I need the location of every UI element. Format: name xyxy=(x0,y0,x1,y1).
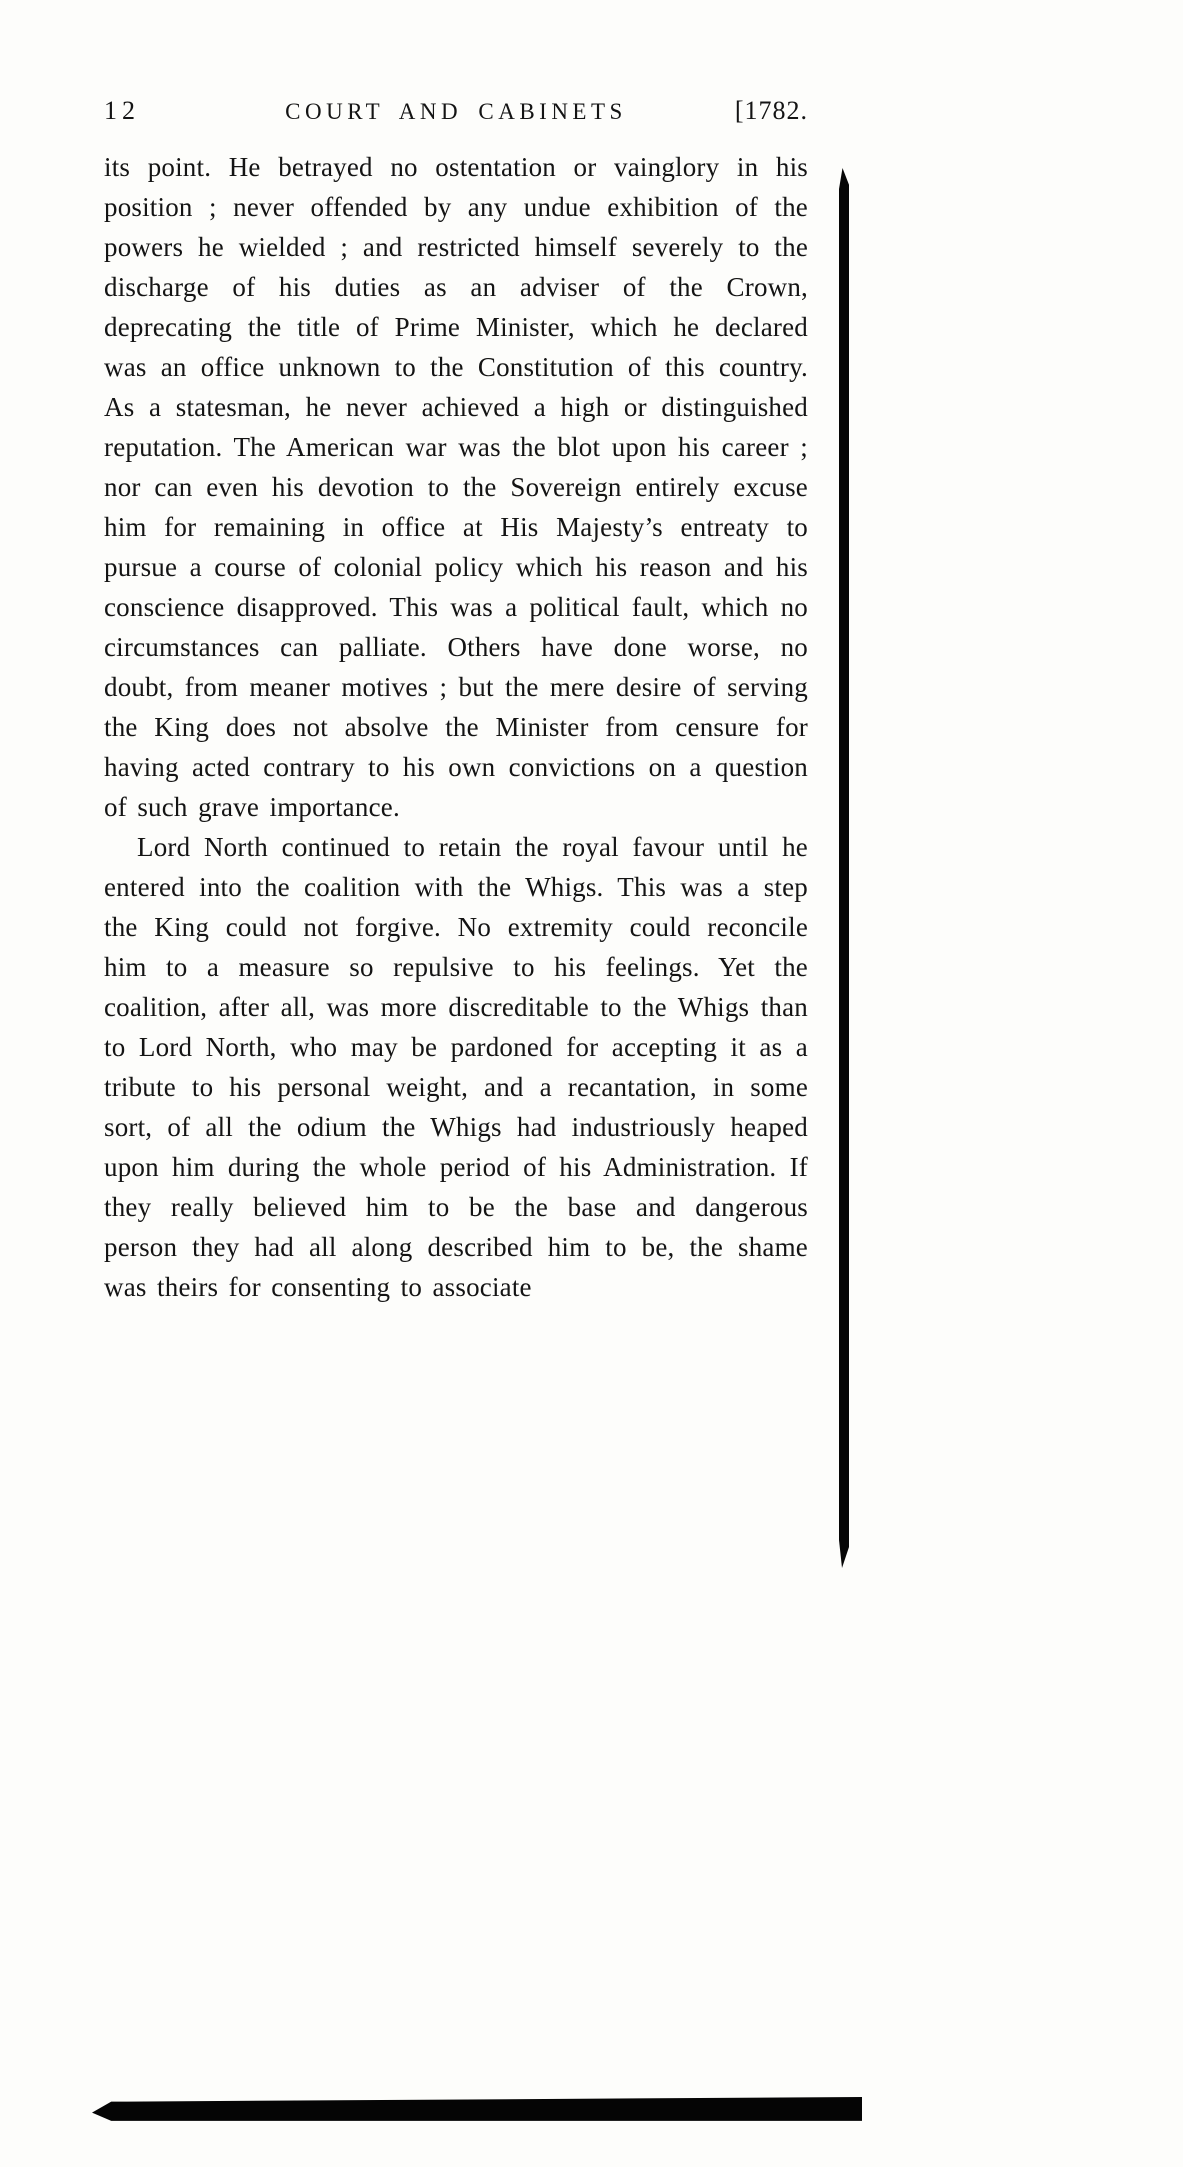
year-marker: [1782. xyxy=(734,96,808,125)
page-content xyxy=(104,96,808,1307)
page-body xyxy=(104,147,808,1307)
paragraph-continuation: its point. He betrayed no ostentation or vainglory in his position ; never offended by any undue exhibition of the powers he wielded ; and restricted himself severely to the discharge of his duties as an adviser of the Crown, deprecating the title of Prime Minister, which he declared was an office unknown to the Constitution of this country. As a statesman, he never achieved a high or distinguished reputation. The American war was the blot upon his career ; nor can even his devotion to the Sovereign entirely excuse him for remaining in office at His Majesty’s entreaty to pursue a course of colonial policy which his reason and his conscience disapproved. This was a political fault, which no circumstances can palliate. Others have done worse, no doubt, from meaner motives ; but the mere desire of serving the King does not absolve the Minister from censure for having acted contrary to his own convictions on a question of such grave importance. xyxy=(104,152,808,822)
paragraph-lord-north: Lord North continued to retain the royal favour until he entered into the coalition with the Whigs. This was a step the King could not forgive. No extremity could reconcile him to a measure so repulsive to his feelings. Yet the coalition, after all, was more discreditable to the Whigs than to Lord North, who may be pardoned for accepting it as a tribute to his personal weight, and a recantation, in some sort, of all the odium the Whigs had industriously heaped upon him during the whole period of his Administration. If they really believed him to be the base and dangerous person they had all along described him to be, the shame was theirs for consenting to associate xyxy=(104,832,808,1302)
running-title: COURT AND CABINETS xyxy=(285,99,627,124)
page-header xyxy=(104,96,808,126)
scan-artifact-vertical-bar xyxy=(839,168,849,1568)
page-number: 12 xyxy=(104,96,140,125)
scan-artifact-bottom-bar xyxy=(92,2097,862,2123)
